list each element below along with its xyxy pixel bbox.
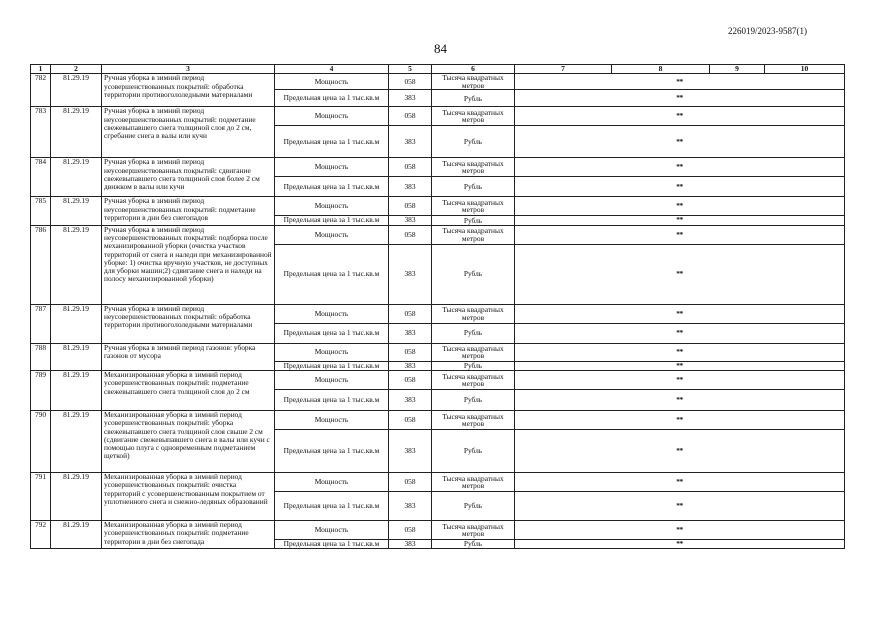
service-description: Ручная уборка в зимний период неусовершенствованных покрытий: подметание свежевыпавшего снега толщиной слоя до 2 см, сгребание снега в валы или кучи <box>102 107 275 158</box>
indicator-name: Мощность <box>275 472 389 491</box>
column-header: 5 <box>389 65 432 74</box>
column-header: 7 <box>515 65 612 74</box>
unit-name: Тысяча квадратных метров <box>432 520 515 539</box>
value-mark: ** <box>515 74 845 90</box>
okpd-code: 81.29.19 <box>51 472 102 520</box>
unit-name: Рубль <box>432 216 515 225</box>
unit-name: Рубль <box>432 126 515 158</box>
value-mark: ** <box>515 361 845 370</box>
service-description: Ручная уборка в зимний период усовершенствованных покрытий: обработка территории противогололедными материалами <box>102 74 275 107</box>
table-row <box>31 410 845 429</box>
table-row <box>31 520 845 539</box>
okpd-code: 81.29.19 <box>51 343 102 370</box>
service-description: Ручная уборка в зимний период неусовершенствованных покрытий: подборка после механизированной уборки (очистка участков территорий от снега и наледи при механизированной уборке: 1) очистка вручную участков, не доступных для уборки машин;2) сдвигание снега и наледи на полосу механизированной уборки) <box>102 225 275 304</box>
row-number: 783 <box>31 107 51 158</box>
header-row <box>31 65 845 74</box>
value-mark: ** <box>515 90 845 107</box>
unit-name: Рубль <box>432 323 515 343</box>
unit-code: 383 <box>389 361 432 370</box>
unit-code: 058 <box>389 107 432 126</box>
row-number: 785 <box>31 197 51 225</box>
service-description: Ручная уборка в зимний период неусовершенствованных покрытий: подметание территории в дни без снегопадов <box>102 197 275 225</box>
indicator-name: Мощность <box>275 197 389 216</box>
unit-code: 058 <box>389 304 432 323</box>
okpd-code: 81.29.19 <box>51 304 102 343</box>
unit-name: Тысяча квадратных метров <box>432 304 515 323</box>
indicator-name: Мощность <box>275 410 389 429</box>
service-description: Ручная уборка в зимний период неусовершенствованных покрытий: сдвигание свежевыпавшего снега толщиной слоя более 2 см движком в валы или кучи <box>102 158 275 197</box>
column-header: 4 <box>275 65 389 74</box>
indicator-name: Мощность <box>275 158 389 177</box>
okpd-code: 81.29.19 <box>51 225 102 304</box>
unit-code: 058 <box>389 520 432 539</box>
table-row <box>31 343 845 361</box>
unit-name: Тысяча квадратных метров <box>432 107 515 126</box>
service-description: Ручная уборка в зимний период газонов: уборка газонов от мусора <box>102 343 275 370</box>
unit-name: Рубль <box>432 491 515 520</box>
unit-code: 058 <box>389 197 432 216</box>
unit-code: 058 <box>389 370 432 389</box>
unit-code: 383 <box>389 323 432 343</box>
indicator-name: Мощность <box>275 370 389 389</box>
unit-name: Тысяча квадратных метров <box>432 343 515 361</box>
service-description: Ручная уборка в зимний период неусовершенствованных покрытий: обработка территории противогололедными материалами <box>102 304 275 343</box>
okpd-code: 81.29.19 <box>51 158 102 197</box>
value-mark: ** <box>515 323 845 343</box>
row-number: 792 <box>31 520 51 548</box>
unit-code: 383 <box>389 177 432 197</box>
value-mark: ** <box>515 177 845 197</box>
table-row <box>31 225 845 244</box>
row-number: 791 <box>31 472 51 520</box>
column-header: 10 <box>765 65 845 74</box>
value-mark: ** <box>515 158 845 177</box>
service-description: Механизированная уборка в зимний период усовершенствованных покрытий: подметание свежевыпавшего снега толщиной слоя до 2 см <box>102 370 275 410</box>
column-header: 6 <box>432 65 515 74</box>
service-description: Механизированная уборка в зимний период усовершенствованных покрытий: очистка территорий с усовершенствованным покрытием от уплотненного снега и снежно-ледяных образований <box>102 472 275 520</box>
unit-code: 383 <box>389 216 432 225</box>
page-number: 84 <box>434 41 447 56</box>
column-header: 1 <box>31 65 51 74</box>
document-number: 226019/2023-9587(1) <box>728 26 807 36</box>
unit-name: Рубль <box>432 539 515 548</box>
row-number: 787 <box>31 304 51 343</box>
unit-name: Тысяча квадратных метров <box>432 225 515 244</box>
row-number: 786 <box>31 225 51 304</box>
indicator-name: Предельная цена за 1 тыс.кв.м <box>275 244 389 304</box>
indicator-name: Предельная цена за 1 тыс.кв.м <box>275 216 389 225</box>
unit-name: Тысяча квадратных метров <box>432 370 515 389</box>
indicator-name: Предельная цена за 1 тыс.кв.м <box>275 323 389 343</box>
indicator-name: Мощность <box>275 74 389 90</box>
okpd-code: 81.29.19 <box>51 520 102 548</box>
indicator-name: Предельная цена за 1 тыс.кв.м <box>275 126 389 158</box>
value-mark: ** <box>515 389 845 410</box>
unit-name: Тысяча квадратных метров <box>432 197 515 216</box>
okpd-code: 81.29.19 <box>51 370 102 410</box>
table-row <box>31 158 845 177</box>
indicator-name: Предельная цена за 1 тыс.кв.м <box>275 491 389 520</box>
unit-code: 058 <box>389 225 432 244</box>
unit-code: 058 <box>389 472 432 491</box>
table-row <box>31 370 845 389</box>
okpd-code: 81.29.19 <box>51 107 102 158</box>
column-header: 9 <box>710 65 765 74</box>
service-description: Механизированная уборка в зимний период усовершенствованных покрытий: уборка свежевыпавшего снега толщиной слоя свыше 2 см (сдвигание свежевыпавшего снега в валы или кучи с помощью плуга с одновременным подметанием щеткой) <box>102 410 275 472</box>
row-number: 782 <box>31 74 51 107</box>
indicator-name: Мощность <box>275 343 389 361</box>
column-header: 2 <box>51 65 102 74</box>
unit-name: Рубль <box>432 389 515 410</box>
column-header: 8 <box>612 65 710 74</box>
unit-name: Тысяча квадратных метров <box>432 158 515 177</box>
unit-code: 058 <box>389 74 432 90</box>
okpd-code: 81.29.19 <box>51 74 102 107</box>
value-mark: ** <box>515 429 845 472</box>
unit-code: 383 <box>389 90 432 107</box>
value-mark: ** <box>515 197 845 216</box>
unit-code: 058 <box>389 343 432 361</box>
row-number: 789 <box>31 370 51 410</box>
value-mark: ** <box>515 126 845 158</box>
indicator-name: Предельная цена за 1 тыс.кв.м <box>275 361 389 370</box>
indicator-name: Предельная цена за 1 тыс.кв.м <box>275 429 389 472</box>
unit-name: Рубль <box>432 177 515 197</box>
unit-code: 058 <box>389 410 432 429</box>
table-row <box>31 74 845 90</box>
value-mark: ** <box>515 491 845 520</box>
row-number: 790 <box>31 410 51 472</box>
unit-name: Тысяча квадратных метров <box>432 472 515 491</box>
column-header: 3 <box>102 65 275 74</box>
value-mark: ** <box>515 216 845 225</box>
unit-code: 383 <box>389 491 432 520</box>
value-mark: ** <box>515 304 845 323</box>
unit-code: 383 <box>389 126 432 158</box>
indicator-name: Мощность <box>275 304 389 323</box>
value-mark: ** <box>515 343 845 361</box>
value-mark: ** <box>515 410 845 429</box>
unit-name: Рубль <box>432 90 515 107</box>
value-mark: ** <box>515 520 845 539</box>
value-mark: ** <box>515 225 845 244</box>
service-description: Механизированная уборка в зимний период усовершенствованных покрытий: подметание территории в дни без снегопада <box>102 520 275 548</box>
value-mark: ** <box>515 107 845 126</box>
unit-name: Рубль <box>432 244 515 304</box>
okpd-code: 81.29.19 <box>51 410 102 472</box>
row-number: 784 <box>31 158 51 197</box>
value-mark: ** <box>515 370 845 389</box>
unit-name: Тысяча квадратных метров <box>432 410 515 429</box>
unit-code: 058 <box>389 158 432 177</box>
value-mark: ** <box>515 472 845 491</box>
indicator-name: Предельная цена за 1 тыс.кв.м <box>275 389 389 410</box>
indicator-name: Мощность <box>275 107 389 126</box>
price-table <box>30 64 845 549</box>
table-row <box>31 197 845 216</box>
unit-code: 383 <box>389 429 432 472</box>
row-number: 788 <box>31 343 51 370</box>
unit-name: Рубль <box>432 361 515 370</box>
indicator-name: Мощность <box>275 225 389 244</box>
value-mark: ** <box>515 539 845 548</box>
value-mark: ** <box>515 244 845 304</box>
indicator-name: Предельная цена за 1 тыс.кв.м <box>275 90 389 107</box>
unit-code: 383 <box>389 539 432 548</box>
table-row <box>31 107 845 126</box>
indicator-name: Предельная цена за 1 тыс.кв.м <box>275 177 389 197</box>
unit-code: 383 <box>389 389 432 410</box>
table-row <box>31 472 845 491</box>
unit-name: Рубль <box>432 429 515 472</box>
unit-code: 383 <box>389 244 432 304</box>
table-row <box>31 304 845 323</box>
indicator-name: Мощность <box>275 520 389 539</box>
unit-name: Тысяча квадратных метров <box>432 74 515 90</box>
indicator-name: Предельная цена за 1 тыс.кв.м <box>275 539 389 548</box>
okpd-code: 81.29.19 <box>51 197 102 225</box>
